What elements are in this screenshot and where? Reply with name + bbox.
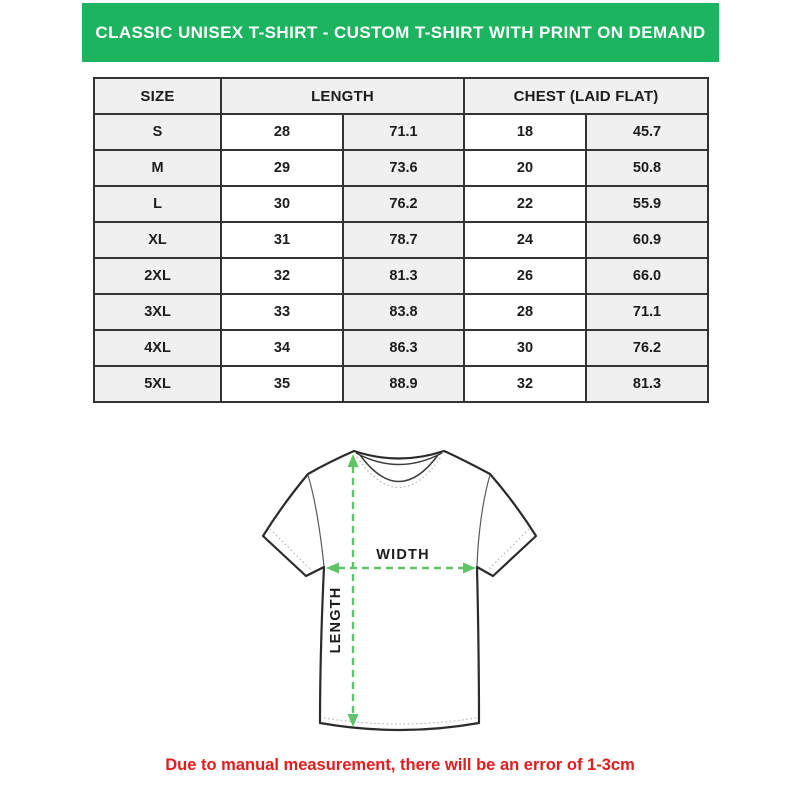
measurement-error-note: Due to manual measurement, there will be an error of 1-3cm: [165, 756, 635, 774]
table-row: [94, 294, 708, 330]
length-in-cell: 31: [221, 222, 343, 258]
length-in-cell: 33: [221, 294, 343, 330]
size-cell: S: [94, 114, 221, 150]
table-row: [94, 258, 708, 294]
chest-in-cell: 26: [464, 258, 586, 294]
table-row: [94, 330, 708, 366]
table-row: [94, 222, 708, 258]
size-chart-section: [93, 77, 709, 403]
size-cell: 4XL: [94, 330, 221, 366]
chest-in-cell: 18: [464, 114, 586, 150]
chest-cm-cell: 66.0: [586, 258, 708, 294]
length-in-cell: 30: [221, 186, 343, 222]
column-header-chest: CHEST (LAID FLAT): [464, 78, 708, 114]
table-header-row: [94, 78, 708, 114]
table-row: [94, 186, 708, 222]
page-title: CLASSIC UNISEX T-SHIRT - CUSTOM T-SHIRT WITH PRINT ON DEMAND: [95, 22, 706, 42]
chest-in-cell: 22: [464, 186, 586, 222]
title-banner: [82, 3, 719, 62]
width-label: WIDTH: [376, 547, 430, 563]
chest-cm-cell: 45.7: [586, 114, 708, 150]
length-cm-cell: 83.8: [343, 294, 464, 330]
chest-cm-cell: 81.3: [586, 366, 708, 402]
chest-cm-cell: 55.9: [586, 186, 708, 222]
length-cm-cell: 76.2: [343, 186, 464, 222]
size-cell: 5XL: [94, 366, 221, 402]
chest-in-cell: 28: [464, 294, 586, 330]
size-cell: 2XL: [94, 258, 221, 294]
length-cm-cell: 88.9: [343, 366, 464, 402]
chest-cm-cell: 76.2: [586, 330, 708, 366]
size-cell: 3XL: [94, 294, 221, 330]
chest-in-cell: 20: [464, 150, 586, 186]
length-in-cell: 28: [221, 114, 343, 150]
chest-in-cell: 30: [464, 330, 586, 366]
size-cell: L: [94, 186, 221, 222]
length-in-cell: 32: [221, 258, 343, 294]
tshirt-diagram-icon: [250, 430, 550, 750]
column-header-size: SIZE: [94, 78, 221, 114]
tshirt-outline: [263, 451, 536, 730]
tshirt-measurement-diagram: [250, 430, 550, 750]
length-cm-cell: 81.3: [343, 258, 464, 294]
chest-in-cell: 32: [464, 366, 586, 402]
chest-in-cell: 24: [464, 222, 586, 258]
length-cm-cell: 71.1: [343, 114, 464, 150]
size-chart-table: [93, 77, 709, 403]
column-header-length: LENGTH: [221, 78, 464, 114]
size-cell: M: [94, 150, 221, 186]
length-in-cell: 35: [221, 366, 343, 402]
table-row: [94, 150, 708, 186]
table-row: [94, 366, 708, 402]
length-cm-cell: 78.7: [343, 222, 464, 258]
chest-cm-cell: 71.1: [586, 294, 708, 330]
length-cm-cell: 86.3: [343, 330, 464, 366]
chest-cm-cell: 60.9: [586, 222, 708, 258]
length-in-cell: 34: [221, 330, 343, 366]
length-label: LENGTH: [328, 586, 344, 654]
table-row: [94, 114, 708, 150]
length-cm-cell: 73.6: [343, 150, 464, 186]
size-cell: XL: [94, 222, 221, 258]
chest-cm-cell: 50.8: [586, 150, 708, 186]
length-in-cell: 29: [221, 150, 343, 186]
